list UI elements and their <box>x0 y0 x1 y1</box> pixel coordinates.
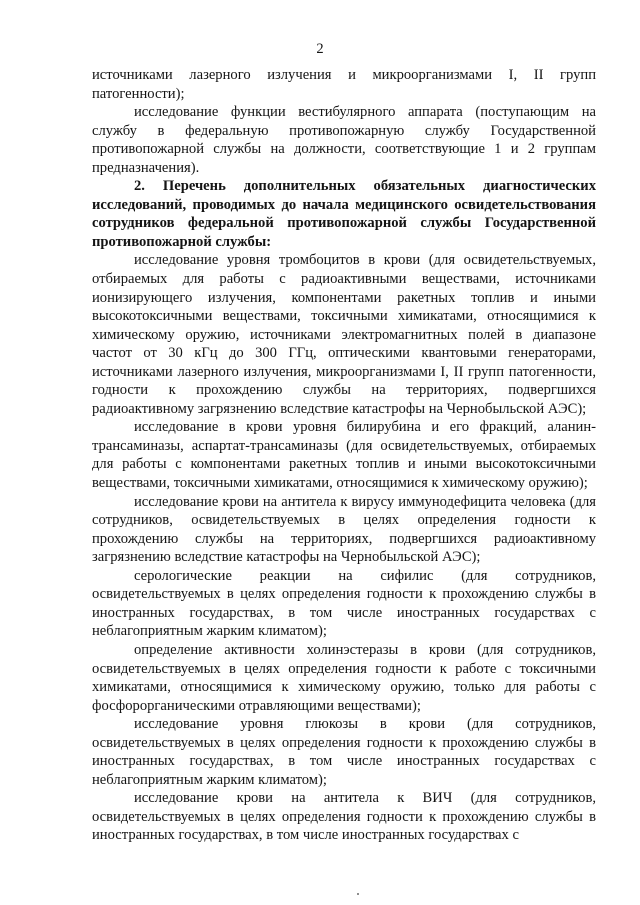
paragraph-vestibular: исследование функции вестибулярного аппарата (поступающим на службу в федеральную противопожарную службу Государственной противопожарной службы на должности, соответствующие 1 и 2 группам предназначения). <box>92 104 596 176</box>
paragraph-continuation: источниками лазерного излучения и микроорганизмами I, II групп патогенности); <box>92 67 596 102</box>
page-number: 2 <box>316 41 324 57</box>
section-heading: 2. Перечень дополнительных обязательных диагностических исследований, проводимых до начала медицинского освидетельствования сотрудников федеральной противопожарной службы Государственной противопожарной службы: <box>92 178 596 250</box>
document-body <box>92 66 596 845</box>
paragraph-platelets: исследование уровня тромбоцитов в крови (для освидетельствуемых, отбираемых для работы с радиоактивными веществами, источниками ионизирующего излучения, компонентами ракетных топлив и иными высокотоксичными веществами, токсичными химикатами, относящимися к химическому оружию, источниками электромагнитных полей в диапазоне частот от 30 кГц до 300 ГГц, оптическими квантовыми генераторами, источниками лазерного излучения, микроорганизмами I, II групп патогенности, годности к прохождению службы на территориях, подвергшихся радиоактивному загрязнению вследствие катастрофы на Чернобыльской АЭС); <box>92 252 596 417</box>
paragraph-glucose: исследование уровня глюкозы в крови (для сотрудников, освидетельствуемых в целях определения годности к прохождению службы в иностранных государствах, в том числе иностранных государствах с неблагоприятным жарким климатом); <box>92 716 596 788</box>
paragraph-bilirubin: исследование в крови уровня билирубина и его фракций, аланин-трансаминазы, аспартат-трансаминазы (для освидетельствуемых, отбираемых для работы с компонентами ракетных топлив и иными высокотоксичными веществами, токсичными химикатами, относящимися к химическому оружию); <box>92 419 596 492</box>
paragraph-cholinesterase: определение активности холинэстеразы в крови (для сотрудников, освидетельствуемых в целях определения годности к работе с токсичными химикатами, относящимися к химическому оружию, только для работы с фосфорорганическими отравляющими веществами); <box>92 641 596 714</box>
scan-speck <box>357 893 359 895</box>
paragraph-hiv-abroad: исследование крови на антитела к ВИЧ (для сотрудников, освидетельствуемых в целях определения годности к прохождению службы в иностранных государствах, в том числе иностранных государствах с <box>92 790 596 844</box>
paragraph-hiv-antibodies: исследование крови на антитела к вирусу иммунодефицита человека (для сотрудников, освидетельствуемых в целях определения годности к прохождению службы на территориях, подвергшихся радиоактивному загрязнению вследствие катастрофы на Чернобыльской АЭС); <box>92 493 596 566</box>
paragraph-syphilis: серологические реакции на сифилис (для сотрудников, освидетельствуемых в целях определения годности к прохождению службы в иностранных государствах, в том числе иностранных государствах с неблагоприятным жарким климатом); <box>92 567 596 640</box>
